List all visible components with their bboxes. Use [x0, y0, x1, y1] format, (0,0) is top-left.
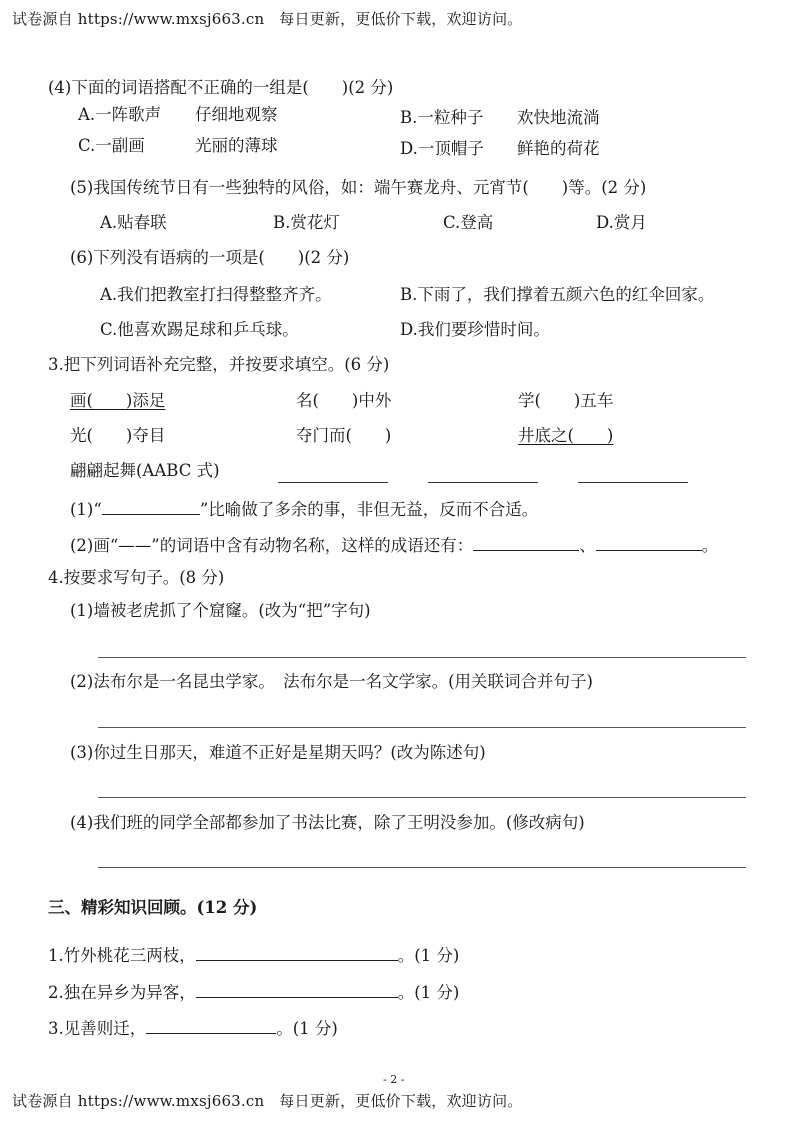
q3-sub1-prefix: (1)“	[70, 500, 102, 519]
footer-url[interactable]: https://www.mxsj663.cn	[77, 1092, 265, 1110]
q3-word-6: 井底之( )	[518, 426, 614, 445]
q2-item4-option-a-label: A.一阵歌声	[78, 105, 162, 124]
footer-slogan: 每日更新，更低价下载，欢迎访问。	[279, 1092, 523, 1110]
q4-answer-line-4[interactable]	[98, 867, 746, 868]
section3-item-1-prefix: 1.竹外桃花三两枝，	[48, 946, 196, 965]
q4-answer-line-3[interactable]	[98, 797, 746, 798]
section3-item-3-blank[interactable]	[146, 1018, 276, 1034]
q2-item4-option-a-text: 仔细地观察	[195, 105, 278, 124]
q2-item5-option-d: D.赏月	[596, 213, 647, 232]
aabc-blank-3[interactable]	[578, 482, 688, 483]
q3-sub2-sep: 、	[579, 536, 596, 555]
q2-item4-option-c-text: 光丽的薄球	[195, 136, 278, 155]
section3-item-1-blank[interactable]	[196, 945, 398, 961]
q2-item6-option-d: D.我们要珍惜时间。	[400, 320, 550, 339]
header-slogan: 每日更新，更低价下载，欢迎访问。	[279, 10, 523, 28]
q2-item6-option-b: B.下雨了，我们撑着五颜六色的红伞回家。	[400, 285, 715, 304]
section3-title: 三、精彩知识回顾。(12 分)	[48, 898, 258, 917]
top-header	[12, 12, 522, 27]
q4-item-4: (4)我们班的同学全部都参加了书法比赛，除了王明没参加。(修改病句)	[70, 813, 585, 832]
q3-sub1-blank[interactable]	[102, 499, 200, 515]
section3-item-3-prefix: 3.见善则迁，	[48, 1019, 147, 1038]
section3-item-1-suffix: 。(1 分)	[397, 946, 460, 965]
q3-aabc-label: 翩翩起舞(AABC 式)	[70, 461, 220, 480]
q4-title: 4.按要求写句子。(8 分)	[48, 568, 225, 587]
page-number: - 2 -	[383, 1073, 405, 1086]
q3-sub2-end: 。	[701, 536, 719, 555]
section3-item-1	[48, 945, 459, 965]
q2-item4-option-b-text: 欢快地流淌	[517, 108, 600, 127]
q3-word-3: 学( )五车	[518, 391, 614, 410]
section3-item-3	[48, 1018, 338, 1038]
q2-item4-option-b-label: B.一粒种子	[400, 108, 484, 127]
q3-word-4: 光( )夺目	[70, 426, 166, 445]
q3-sub2-blank-1[interactable]	[473, 535, 579, 551]
section3-item-2-prefix: 2.独在异乡为异客，	[48, 983, 196, 1002]
q4-answer-line-1[interactable]	[98, 657, 746, 658]
header-url[interactable]: https://www.mxsj663.cn	[77, 10, 265, 28]
q2-item5-option-b: B.赏花灯	[273, 213, 340, 232]
q3-sub1-suffix: ”比喻做了多余的事，非但无益，反而不合适。	[199, 500, 539, 519]
q4-item-1: (1)墙被老虎抓了个窟窿。(改为“把”字句)	[70, 601, 371, 620]
q3-word-2: 名( )中外	[296, 391, 392, 410]
q3-title: 3.把下列词语补充完整，并按要求填空。(6 分)	[48, 355, 390, 374]
aabc-blank-1[interactable]	[278, 482, 388, 483]
q2-item4-stem: (4)下面的词语搭配不正确的一组是( )(2 分)	[48, 78, 394, 97]
source-label: 试卷源自	[12, 1092, 73, 1110]
q3-sub2-blank-2[interactable]	[596, 535, 702, 551]
q2-item6-option-c: C.他喜欢踢足球和乒乓球。	[100, 320, 299, 339]
section3-item-2-suffix: 。(1 分)	[397, 983, 460, 1002]
section3-item-2	[48, 982, 459, 1002]
q3-sub2	[70, 535, 718, 555]
section3-item-2-blank[interactable]	[196, 982, 398, 998]
q2-item4-option-c-label: C.一副画	[78, 136, 145, 155]
q4-item-2: (2)法布尔是一名昆虫学家。 法布尔是一名文学家。(用关联词合并句子)	[70, 672, 593, 691]
q3-word-1: 画( )添足	[70, 391, 166, 410]
q2-item5-stem: (5)我国传统节日有一些独特的风俗，如：端午赛龙舟、元宵节( )等。(2 分)	[70, 178, 647, 197]
q2-item6-option-a: A.我们把教室打扫得整整齐齐。	[100, 285, 332, 304]
q4-answer-line-2[interactable]	[98, 727, 746, 728]
q2-item5-option-a: A.贴春联	[100, 213, 167, 232]
bottom-header	[12, 1094, 522, 1109]
q2-item4-option-d-text: 鲜艳的荷花	[517, 139, 600, 158]
section3-item-3-suffix: 。(1 分)	[276, 1019, 338, 1038]
source-label: 试卷源自	[12, 10, 73, 28]
q2-item4-option-d-label: D.一顶帽子	[400, 139, 484, 158]
q4-item-3: (3)你过生日那天，难道不正好是星期天吗？(改为陈述句)	[70, 743, 486, 762]
q3-sub1	[70, 499, 538, 519]
q3-word-5: 夺门而( )	[296, 426, 392, 445]
q3-sub2-prefix: (2)画“——”的词语中含有动物名称，这样的成语还有：	[70, 536, 474, 555]
aabc-blank-2[interactable]	[428, 482, 538, 483]
q2-item5-option-c: C.登高	[443, 213, 494, 232]
q2-item6-stem: (6)下列没有语病的一项是( )(2 分)	[70, 248, 350, 267]
